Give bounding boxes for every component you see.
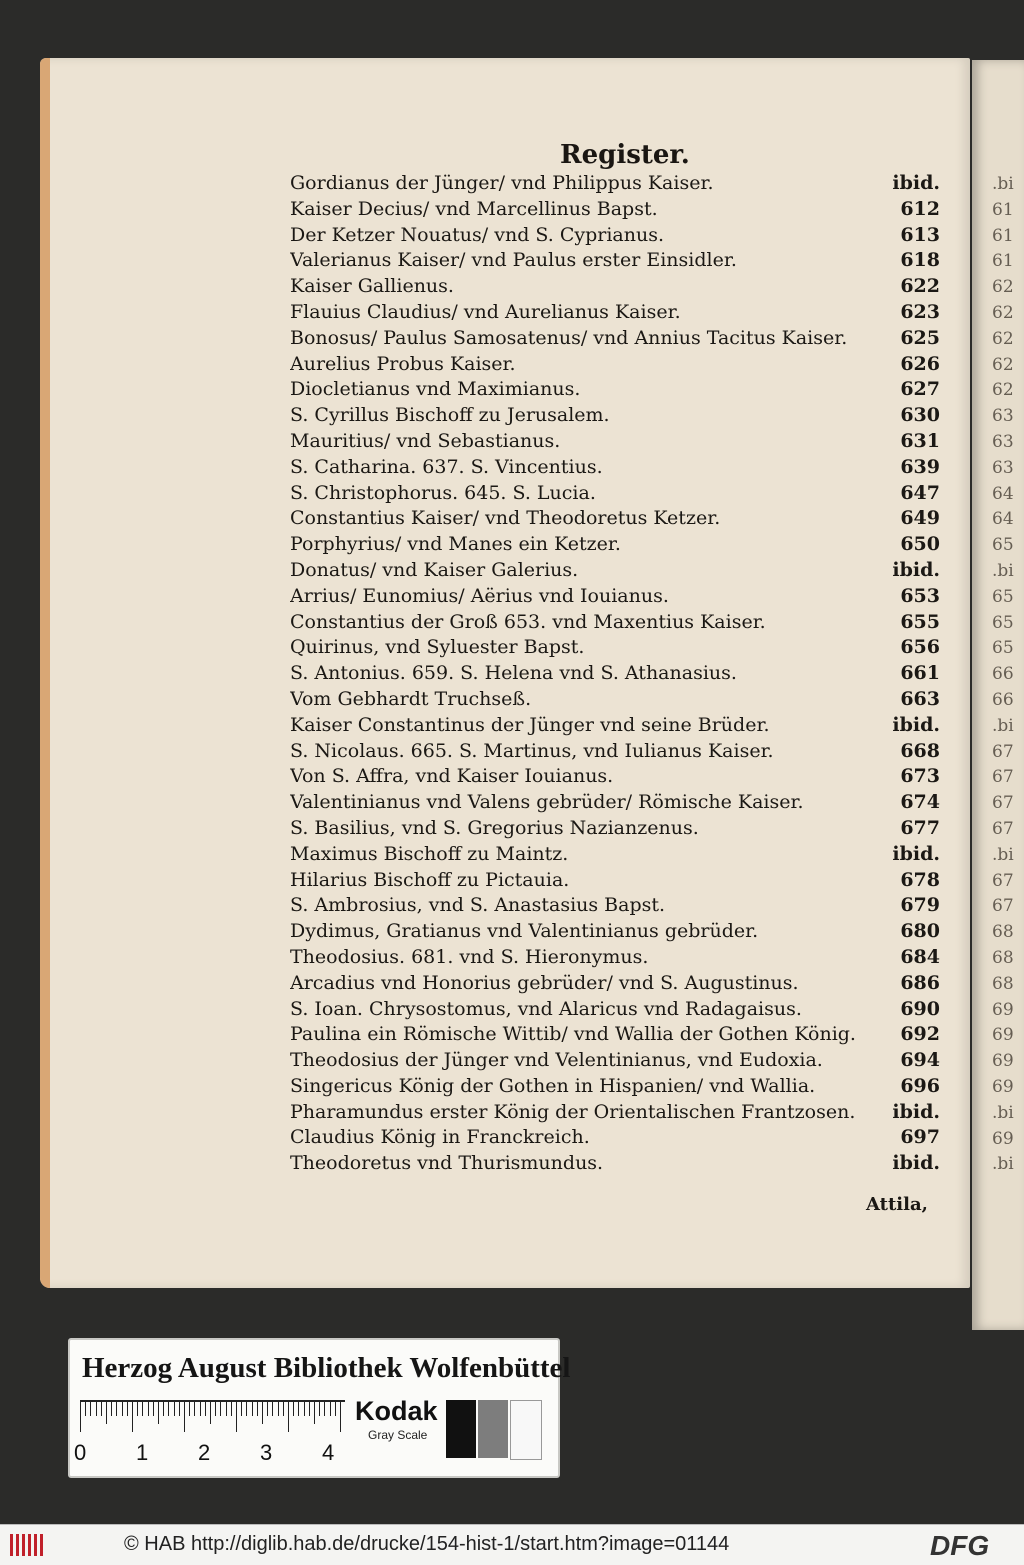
next-page-fragment: 68 bbox=[992, 922, 1014, 943]
entry-title: Kaiser Constantinus der Jünger vnd seine Brüder. bbox=[290, 713, 770, 736]
entry-title: Paulina ein Römische Wittib/ vnd Wallia der Gothen König. bbox=[290, 1023, 856, 1046]
ruler-tick bbox=[137, 1402, 138, 1416]
next-page-fragment: 62 bbox=[992, 303, 1014, 323]
register-entry bbox=[290, 172, 940, 198]
next-page-fragment: 61 bbox=[992, 225, 1014, 246]
ruler-tick bbox=[272, 1402, 273, 1416]
entry-page-number: 677 bbox=[900, 816, 940, 839]
entry-page-number: 627 bbox=[900, 378, 940, 401]
register-entry bbox=[290, 946, 940, 972]
entry-page-number: 618 bbox=[900, 249, 940, 272]
register-entry bbox=[290, 301, 940, 327]
entry-title: Vom Gebhardt Truchseß. bbox=[290, 687, 532, 710]
register-entry bbox=[290, 507, 940, 533]
ruler-tick bbox=[122, 1402, 123, 1416]
entry-page-number: 613 bbox=[900, 223, 940, 246]
entry-page-number: 647 bbox=[900, 481, 940, 504]
next-page-fragment: .bi bbox=[992, 715, 1014, 736]
next-page-fragment: 68 bbox=[992, 948, 1014, 968]
next-page-fragment: 67 bbox=[992, 793, 1014, 814]
entry-page-number: 679 bbox=[900, 894, 940, 917]
next-page-fragment: 62 bbox=[992, 328, 1014, 349]
register-entry bbox=[290, 559, 940, 585]
ruler-tick bbox=[189, 1402, 190, 1416]
register-entry bbox=[290, 198, 940, 224]
next-page-fragment: 69 bbox=[992, 1051, 1014, 1072]
register-entry bbox=[290, 1075, 940, 1101]
register-entry bbox=[290, 817, 940, 843]
entry-page-number: 653 bbox=[900, 584, 940, 607]
next-page-fragment: 62 bbox=[992, 277, 1014, 298]
register-entry bbox=[290, 1101, 940, 1127]
register-entry bbox=[290, 765, 940, 791]
register-entry bbox=[290, 224, 940, 250]
ruler-tick bbox=[184, 1402, 185, 1432]
ruler-tick bbox=[101, 1402, 102, 1416]
entry-title: Porphyrius/ vnd Manes ein Ketzer. bbox=[290, 533, 621, 556]
register-entry bbox=[290, 378, 940, 404]
entry-page-number: 696 bbox=[900, 1074, 940, 1097]
register-entry bbox=[290, 869, 940, 895]
ruler-tick bbox=[205, 1402, 206, 1416]
ruler-tick bbox=[298, 1402, 299, 1416]
ruler-tick bbox=[163, 1402, 164, 1416]
ruler-tick bbox=[319, 1402, 320, 1416]
next-page-fragment: .bi bbox=[992, 1102, 1014, 1123]
register-entry bbox=[290, 275, 940, 301]
entry-page-number: 639 bbox=[900, 455, 940, 478]
page-edge bbox=[40, 58, 50, 1288]
ruler-tick bbox=[309, 1402, 310, 1416]
next-page-fragment: .bi bbox=[992, 844, 1014, 865]
entry-title: Mauritius/ vnd Sebastianus. bbox=[290, 429, 561, 452]
ruler-tick bbox=[111, 1402, 112, 1416]
register-entry bbox=[290, 1152, 940, 1178]
swatch-black bbox=[446, 1400, 476, 1458]
entry-title: Gordianus der Jünger/ vnd Philippus Kaiser. bbox=[290, 172, 714, 194]
entry-title: Quirinus, vnd Syluester Bapst. bbox=[290, 636, 585, 659]
entry-title: Dydimus, Gratianus vnd Valentinianus gebrüder. bbox=[290, 920, 759, 943]
entry-title: Hilarius Bischoff zu Pictauia. bbox=[290, 868, 570, 891]
entry-page-number: 680 bbox=[900, 920, 940, 943]
ruler-tick bbox=[231, 1402, 232, 1416]
ruler-number: 3 bbox=[260, 1440, 273, 1465]
ruler-tick bbox=[96, 1402, 97, 1416]
register-entry bbox=[290, 714, 940, 740]
ruler-tick bbox=[132, 1402, 133, 1432]
next-page-fragment: 68 bbox=[992, 973, 1014, 994]
footer-link[interactable]: © HAB http://diglib.hab.de/drucke/154-hist-1/start.htm?image=01144 bbox=[124, 1533, 730, 1555]
ruler-tick bbox=[116, 1402, 117, 1416]
entry-page-number: 612 bbox=[900, 197, 940, 220]
entry-title: Theodosius der Jünger vnd Velentinianus, vnd Eudoxia. bbox=[290, 1049, 823, 1072]
ruler-tick bbox=[252, 1402, 253, 1416]
entry-page-number: 668 bbox=[900, 739, 940, 762]
entry-page-number: ibid. bbox=[892, 1100, 940, 1123]
entry-page-number: 649 bbox=[900, 507, 940, 530]
entry-title: Kaiser Gallienus. bbox=[290, 275, 454, 298]
ruler-tick bbox=[142, 1402, 143, 1416]
entry-page-number: 631 bbox=[900, 429, 940, 452]
ruler-tick bbox=[283, 1402, 284, 1416]
next-page-fragment: 63 bbox=[992, 432, 1014, 452]
entry-page-number: 692 bbox=[900, 1023, 940, 1046]
ruler-number: 1 bbox=[136, 1440, 149, 1465]
next-page-fragment: 65 bbox=[992, 586, 1014, 607]
ruler-tick bbox=[215, 1402, 216, 1416]
next-page-fragment: 69 bbox=[992, 1128, 1014, 1149]
entry-title: S. Nicolaus. 665. S. Martinus, vnd Iulianus Kaiser. bbox=[290, 739, 774, 762]
register-entry bbox=[290, 972, 940, 998]
entry-title: Arrius/ Eunomius/ Aërius vnd Iouianus. bbox=[290, 584, 669, 607]
scale-ruler bbox=[80, 1400, 345, 1438]
register-entry bbox=[290, 636, 940, 662]
entry-title: Theodosius. 681. vnd S. Hieronymus. bbox=[290, 945, 649, 968]
next-page-fragment: 65 bbox=[992, 535, 1014, 556]
ruler-tick bbox=[174, 1402, 175, 1416]
ruler-tick bbox=[179, 1402, 180, 1416]
next-page-fragment: .bi bbox=[992, 561, 1014, 581]
entry-title: Maximus Bischoff zu Maintz. bbox=[290, 842, 569, 865]
viewer-footer bbox=[0, 1524, 1024, 1565]
entry-page-number: 673 bbox=[900, 765, 940, 788]
ruler-tick bbox=[200, 1402, 201, 1416]
register-entry bbox=[290, 1023, 940, 1049]
entry-page-number: ibid. bbox=[892, 558, 940, 581]
swatch-white bbox=[510, 1400, 542, 1460]
entry-title: S. Christophorus. 645. S. Lucia. bbox=[290, 481, 596, 504]
ruler-tick bbox=[246, 1402, 247, 1416]
ruler-tick bbox=[241, 1402, 242, 1416]
register-entry bbox=[290, 1049, 940, 1075]
entry-title: Constantius Kaiser/ vnd Theodoretus Ketzer. bbox=[290, 507, 721, 530]
ruler-tick bbox=[267, 1402, 268, 1416]
next-page-fragment: 67 bbox=[992, 767, 1014, 788]
ruler-tick bbox=[257, 1402, 258, 1416]
next-page-fragment: 67 bbox=[992, 870, 1014, 891]
register-entry bbox=[290, 533, 940, 559]
gray-scale-text: Gray Scale bbox=[368, 1428, 428, 1442]
ruler-tick bbox=[90, 1402, 91, 1416]
register-entry bbox=[290, 1126, 940, 1152]
next-page-fragment: 69 bbox=[992, 1077, 1014, 1097]
entry-title: Constantius der Groß 653. vnd Maxentius Kaiser. bbox=[290, 610, 766, 633]
entry-title: S. Ambrosius, vnd S. Anastasius Bapst. bbox=[290, 894, 666, 917]
next-page-fragment: 64 bbox=[992, 509, 1014, 530]
library-name: Herzog August Bibliothek Wolfenbüttel bbox=[82, 1352, 571, 1384]
entry-title: Diocletianus vnd Maximianus. bbox=[290, 378, 581, 401]
entry-page-number: 622 bbox=[900, 275, 940, 298]
entry-page-number: 630 bbox=[900, 404, 940, 427]
entry-page-number: 663 bbox=[900, 687, 940, 710]
next-page-fragment: 63 bbox=[992, 406, 1014, 427]
ruler-tick bbox=[194, 1402, 195, 1416]
next-page-fragment: 62 bbox=[992, 380, 1014, 401]
entry-title: Von S. Affra, vnd Kaiser Iouianus. bbox=[290, 765, 614, 788]
catchword: Attila, bbox=[866, 1194, 928, 1215]
register-entries bbox=[290, 172, 940, 1178]
hab-logo-icon bbox=[10, 1534, 44, 1556]
entry-page-number: 626 bbox=[900, 352, 940, 375]
ruler-tick bbox=[220, 1402, 221, 1416]
entry-title: Valerianus Kaiser/ vnd Paulus erster Einsidler. bbox=[290, 249, 737, 272]
swatch-gray bbox=[478, 1400, 508, 1458]
entry-page-number: 623 bbox=[900, 300, 940, 323]
ruler-tick bbox=[335, 1402, 336, 1416]
ruler-tick bbox=[278, 1402, 279, 1416]
library-color-label bbox=[68, 1338, 571, 1478]
page-heading: Register. bbox=[560, 140, 690, 170]
ruler-tick bbox=[80, 1402, 81, 1432]
register-entry bbox=[290, 585, 940, 611]
next-page-fragment: 64 bbox=[992, 483, 1014, 504]
ruler-tick bbox=[236, 1402, 237, 1432]
entry-title: Bonosus/ Paulus Samosatenus/ vnd Annius Tacitus Kaiser. bbox=[290, 326, 848, 349]
entry-page-number: 656 bbox=[900, 636, 940, 659]
ruler-tick bbox=[288, 1402, 289, 1432]
next-page-fragment: 62 bbox=[992, 354, 1014, 375]
entry-title: Donatus/ vnd Kaiser Galerius. bbox=[290, 558, 579, 581]
next-page-fragment: 66 bbox=[992, 664, 1014, 685]
register-entry bbox=[290, 430, 940, 456]
kodak-brand: Kodak bbox=[355, 1396, 438, 1426]
entry-title: Valentinianus vnd Valens gebrüder/ Römische Kaiser. bbox=[290, 791, 804, 814]
register-entry bbox=[290, 611, 940, 637]
next-page-fragment: 61 bbox=[992, 199, 1014, 220]
ruler-tick bbox=[304, 1402, 305, 1416]
ruler-tick bbox=[314, 1402, 315, 1424]
ruler-tick bbox=[324, 1402, 325, 1416]
ruler-tick bbox=[330, 1402, 331, 1416]
entry-title: Kaiser Decius/ vnd Marcellinus Bapst. bbox=[290, 197, 658, 220]
entry-title: Der Ketzer Nouatus/ vnd S. Cyprianus. bbox=[290, 223, 665, 246]
entry-title: S. Catharina. 637. S. Vincentius. bbox=[290, 455, 603, 478]
entry-page-number: 697 bbox=[900, 1126, 940, 1149]
register-entry bbox=[290, 456, 940, 482]
entry-title: Singericus König der Gothen in Hispanien/ vnd Wallia. bbox=[290, 1074, 816, 1097]
register-entry bbox=[290, 740, 940, 766]
ruler-tick bbox=[158, 1402, 159, 1424]
register-entry bbox=[290, 327, 940, 353]
entry-title: Theodoretus vnd Thurismundus. bbox=[290, 1152, 604, 1175]
ruler-tick bbox=[153, 1402, 154, 1416]
next-page-fragment: 67 bbox=[992, 896, 1014, 917]
ruler-number: 4 bbox=[322, 1440, 335, 1465]
register-entry bbox=[290, 249, 940, 275]
register-entry bbox=[290, 353, 940, 379]
entry-page-number: 678 bbox=[900, 868, 940, 891]
ruler-tick bbox=[210, 1402, 211, 1424]
ruler-number: 0 bbox=[74, 1440, 87, 1465]
next-page-fragment: 66 bbox=[992, 690, 1014, 710]
entry-title: Aurelius Probus Kaiser. bbox=[290, 352, 516, 375]
ruler-tick bbox=[293, 1402, 294, 1416]
register-entry bbox=[290, 404, 940, 430]
next-page-fragment: 69 bbox=[992, 1025, 1014, 1046]
register-entry bbox=[290, 791, 940, 817]
next-page-fragment: 67 bbox=[992, 741, 1014, 762]
entry-page-number: ibid. bbox=[892, 842, 940, 865]
entry-title: Claudius König in Franckreich. bbox=[290, 1126, 590, 1149]
entry-page-number: 650 bbox=[900, 533, 940, 556]
ruler-tick bbox=[340, 1402, 341, 1432]
entry-title: Pharamundus erster König der Orientalischen Frantzosen. bbox=[290, 1100, 856, 1123]
ruler-tick bbox=[85, 1402, 86, 1416]
ruler-tick bbox=[262, 1402, 263, 1424]
next-page-fragment: 67 bbox=[992, 819, 1014, 839]
entry-page-number: 625 bbox=[900, 326, 940, 349]
entry-title: Arcadius vnd Honorius gebrüder/ vnd S. Augustinus. bbox=[290, 971, 799, 994]
entry-title: Flauius Claudius/ vnd Aurelianus Kaiser. bbox=[290, 300, 681, 323]
entry-page-number: 686 bbox=[900, 971, 940, 994]
entry-title: S. Antonius. 659. S. Helena vnd S. Athanasius. bbox=[290, 662, 737, 685]
ruler-tick bbox=[106, 1402, 107, 1424]
entry-page-number: 674 bbox=[900, 791, 940, 814]
ruler-tick bbox=[148, 1402, 149, 1416]
register-entry bbox=[290, 843, 940, 869]
entry-page-number: ibid. bbox=[892, 172, 940, 194]
register-entry bbox=[290, 894, 940, 920]
ruler-tick bbox=[168, 1402, 169, 1416]
register-entry bbox=[290, 920, 940, 946]
ruler-tick bbox=[226, 1402, 227, 1416]
register-entry bbox=[290, 482, 940, 508]
next-page-fragment: 65 bbox=[992, 612, 1014, 633]
entry-page-number: 684 bbox=[900, 945, 940, 968]
next-page-fragment: 69 bbox=[992, 999, 1014, 1020]
dfg-logo: DFG bbox=[930, 1530, 990, 1561]
next-page-fragment: 63 bbox=[992, 457, 1014, 478]
entry-page-number: 661 bbox=[900, 662, 940, 685]
register-entry bbox=[290, 998, 940, 1024]
entry-title: S. Basilius, vnd S. Gregorius Nazianzenus. bbox=[290, 816, 699, 839]
next-page-fragment: .bi bbox=[992, 1154, 1014, 1175]
entry-page-number: 690 bbox=[900, 997, 940, 1020]
next-page-fragment: .bi bbox=[992, 174, 1014, 194]
entry-page-number: 694 bbox=[900, 1049, 940, 1072]
ruler-tick bbox=[127, 1402, 128, 1416]
entry-page-number: ibid. bbox=[892, 713, 940, 736]
entry-page-number: ibid. bbox=[892, 1152, 940, 1175]
next-page-fragment: 65 bbox=[992, 638, 1014, 659]
next-page-fragment: 61 bbox=[992, 251, 1014, 272]
entry-page-number: 655 bbox=[900, 610, 940, 633]
ruler-number: 2 bbox=[198, 1440, 211, 1465]
entry-title: S. Ioan. Chrysostomus, vnd Alaricus vnd Radagaisus. bbox=[290, 997, 802, 1020]
register-entry bbox=[290, 688, 940, 714]
entry-title: S. Cyrillus Bischoff zu Jerusalem. bbox=[290, 404, 610, 427]
register-entry bbox=[290, 662, 940, 688]
